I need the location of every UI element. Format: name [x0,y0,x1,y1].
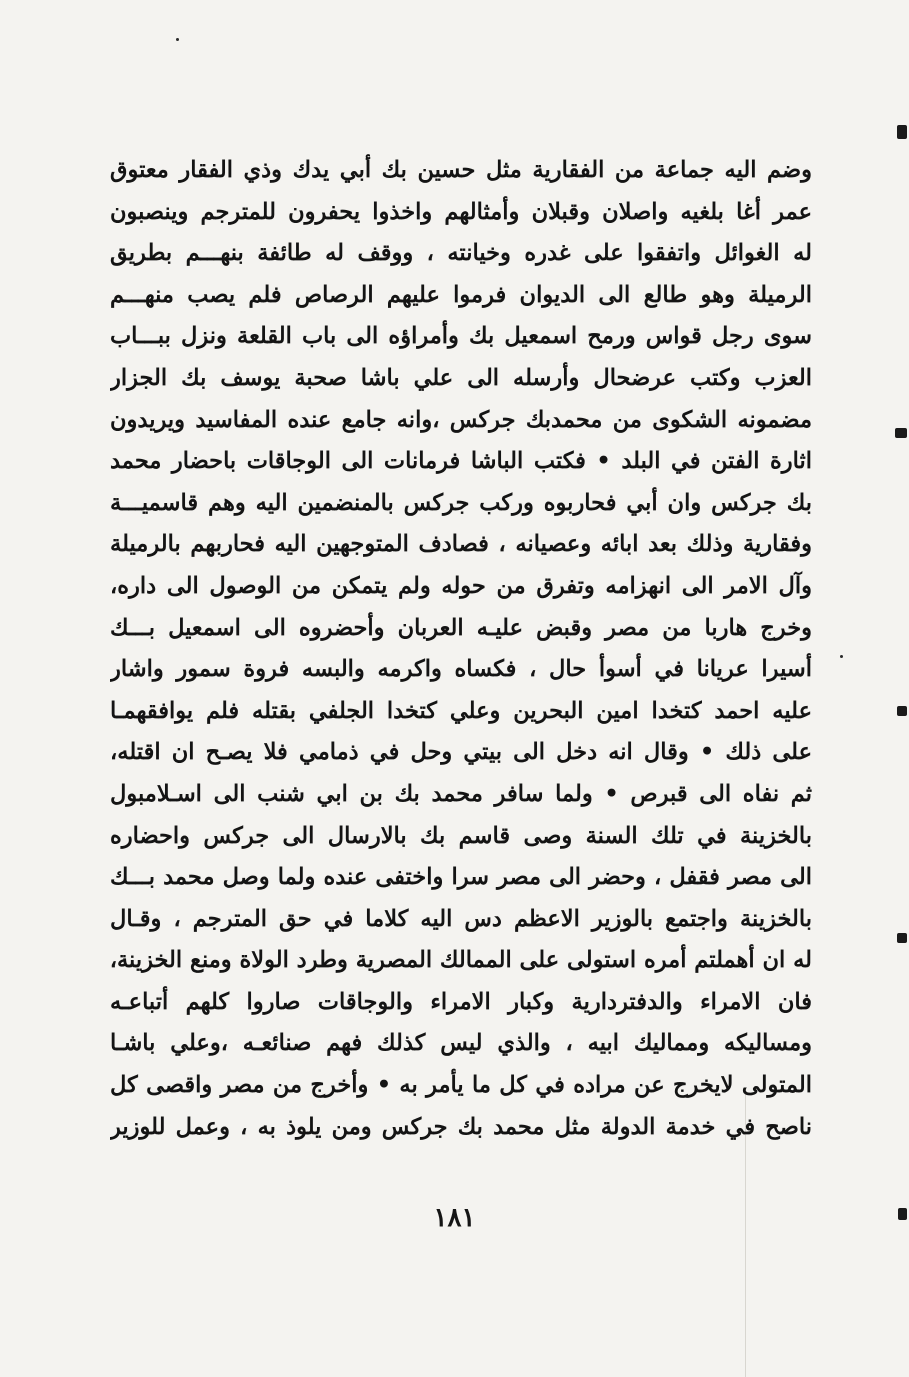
text-line: له ان أهملتم أمره استولى على الممالك المصرية وطرد الولاة ومنع الخزينة، [110,947,812,974]
text-line: سوى رجل قواس ورمح اسمعيل بك وأمراؤه الى باب القلعة ونزل ببـــاب [110,323,812,350]
margin-binding-mark [897,933,907,943]
text-line: اثارة الفتن في البلد • فكتب الباشا فرمانات الى الوجاقات باحضار محمد [110,448,812,475]
page-number: ١٨١ [433,1203,476,1233]
text-line: وفقارية وذلك بعد ابائه وعصيانه ، فصادف المتوجهين اليه فحاربهم بالرميلة [110,531,812,558]
text-line: أسيرا عريانا في أسوأ حال ، فكساه واكرمه والبسه فروة سمور واشار [110,656,812,683]
text-line: ثم نفاه الى قبرص • ولما سافر محمد بك بن ابي شنب الى اسـلامبول [110,780,812,807]
text-line: بالخزينة في تلك السنة وصى قاسم بك بالارسال الى جركس واحضاره [110,822,812,849]
text-line: عليه احمد كتخدا امين البحرين وعلي كتخدا الجلفي بقتله فلم يوافقهمـا [110,697,812,724]
text-line: ناصح في خدمة الدولة مثل محمد بك جركس ومن يلوذ به ، وعمل للوزير [110,1113,812,1140]
text-line: المتولى لايخرج عن مراده في كل ما يأمر به • وأخرج من مصر واقصى كل [110,1072,812,1099]
body-text [110,150,812,1148]
text-line: الى مصر فقفل ، وحضر الى مصر سرا واختفى عنده ولما وصل محمد بـــك [110,864,812,891]
margin-binding-mark [897,125,907,139]
text-line: عمر أغا بلغيه واصلان وقبلان وأمثالهم واخذوا يحفرون للمترجم وينصبون [110,198,812,225]
text-line: بالخزينة واجتمع بالوزير الاعظم دس اليه كلاما في حق المترجم ، وقـال [110,905,812,932]
margin-binding-mark [897,706,907,716]
text-line: على ذلك • وقال انه دخل الى بيتي وحل في ذمامي فلا يصـح ان اقتله، [110,739,812,766]
paper-speck [176,38,179,41]
text-line: العزب وكتب عرضحال وأرسله الى علي باشا صحبة يوسف بك الجزار [110,364,812,391]
text-line: بك جركس وان أبي فحاربوه وركب جركس بالمنضمين اليه وهم قاسميـــة [110,489,812,516]
text-line: وخرج هاربا من مصر وقبض عليـه العربان وأحضروه الى اسمعيل بـــك [110,614,812,641]
text-line: وضم اليه جماعة من الفقارية مثل حسين بك أبي يدك وذي الفقار معتوق [110,157,812,183]
text-line: وآل الامر الى انهزامه وتفرق من حوله ولم يتمكن من الوصول الى داره، [110,572,812,599]
text-line: ومساليكه ومماليك ابيه ، والذي ليس كذلك فهم صنائعـه ،وعلي باشـا [110,1030,812,1057]
margin-binding-mark [895,428,907,438]
paper-speck [840,655,843,658]
text-line: مضمونه الشكوى من محمدبك جركس ،وانه جامع عنده المفاسيد ويريدون [110,406,812,433]
text-line: الرميلة وهو طالع الى الديوان فرموا عليهم الرصاص فلم يصب منهـــم [110,281,812,308]
text-line: فان الامراء والدفتردارية وكبار الامراء والوجاقات صاروا كلهم أتباعـه [110,988,812,1015]
text-line: له الغوائل واتفقوا على غدره وخيانته ، ووقف له طائفة بنهـــم بطريق [110,240,812,267]
